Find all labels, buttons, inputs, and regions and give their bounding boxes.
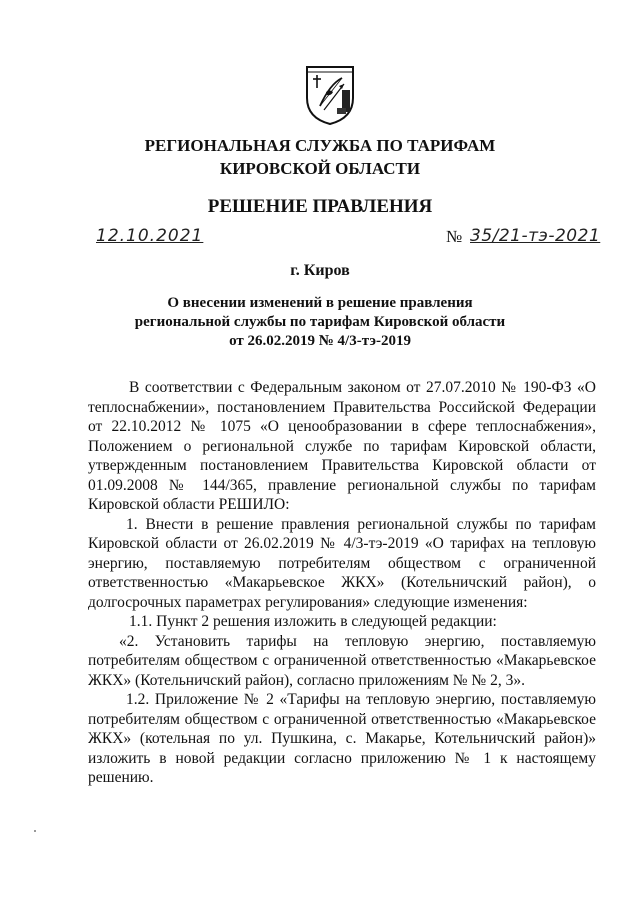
document-date: 12.10.2021 (96, 226, 204, 246)
document-type-title: РЕШЕНИЕ ПРАВЛЕНИЯ (207, 196, 433, 217)
subject-line1: О внесении изменений в решение правления (167, 295, 473, 311)
document-subject (0, 294, 640, 351)
document-number: 35/21-тэ-2021 (470, 226, 601, 246)
organization-name-line2: КИРОВСКОЙ ОБЛАСТИ (219, 159, 421, 178)
scan-speck (34, 830, 36, 832)
kirov-region-coat-of-arms-icon (304, 64, 356, 126)
document-city: г. Киров (290, 262, 350, 279)
item-1-paragraph: 1. Внести в решение правления региональной службы по тарифам Кировской области от 26.02.2019 № 4/3-тэ-2019 «О тарифах на тепловую энергию, поставляемую потребителям обществом с ограниченной ответственностью «Макарьевское ЖКХ» (Котельничский район), о долгосрочных параметрах регулирования» следующие изменения: (88, 515, 596, 611)
item-1-1-quote-paragraph: «2. Установить тарифы на тепловую энергию, поставляемую потребителям обществом с ограниченной ответственностью «Макарьевское ЖКХ» (Котельничский район), согласно приложениям № № 2, 3». (88, 632, 596, 689)
subject-line3: от 26.02.2019 № 4/3-тэ-2019 (229, 333, 411, 349)
document-number-label: № (446, 227, 463, 246)
item-1-2-paragraph: 1.2. Приложение № 2 «Тарифы на тепловую энергию, поставляемую потребителям обществом с ограниченной ответственностью «Макарьевское ЖКХ» (котельная по ул. Пушкина, с. Макарье, Котельничский район)» изложить в новой редакции согласно приложению № 1 к настоящему решению. (88, 691, 596, 786)
subject-line2: региональной службы по тарифам Кировской области (134, 314, 506, 330)
preamble-paragraph: В соответствии с Федеральным законом от 27.07.2010 № 190-ФЗ «О теплоснабжении», постановлением Правительства Российской Федерации от 22.10.2012 № 1075 «О ценообразовании в сфере теплоснабжения», Положением о региональной службе по тарифам Кировской области, утвержденным постановлением Правительства Кировской области от 01.09.2008 № 144/365, правление региональной службы по тарифам Кировской области РЕШИЛО: (88, 379, 596, 513)
document-body (88, 378, 596, 788)
item-1-1-paragraph: 1.1. Пункт 2 решения изложить в следующей редакции: (129, 613, 497, 630)
organization-name-line1: РЕГИОНАЛЬНАЯ СЛУЖБА ПО ТАРИФАМ (144, 136, 496, 155)
